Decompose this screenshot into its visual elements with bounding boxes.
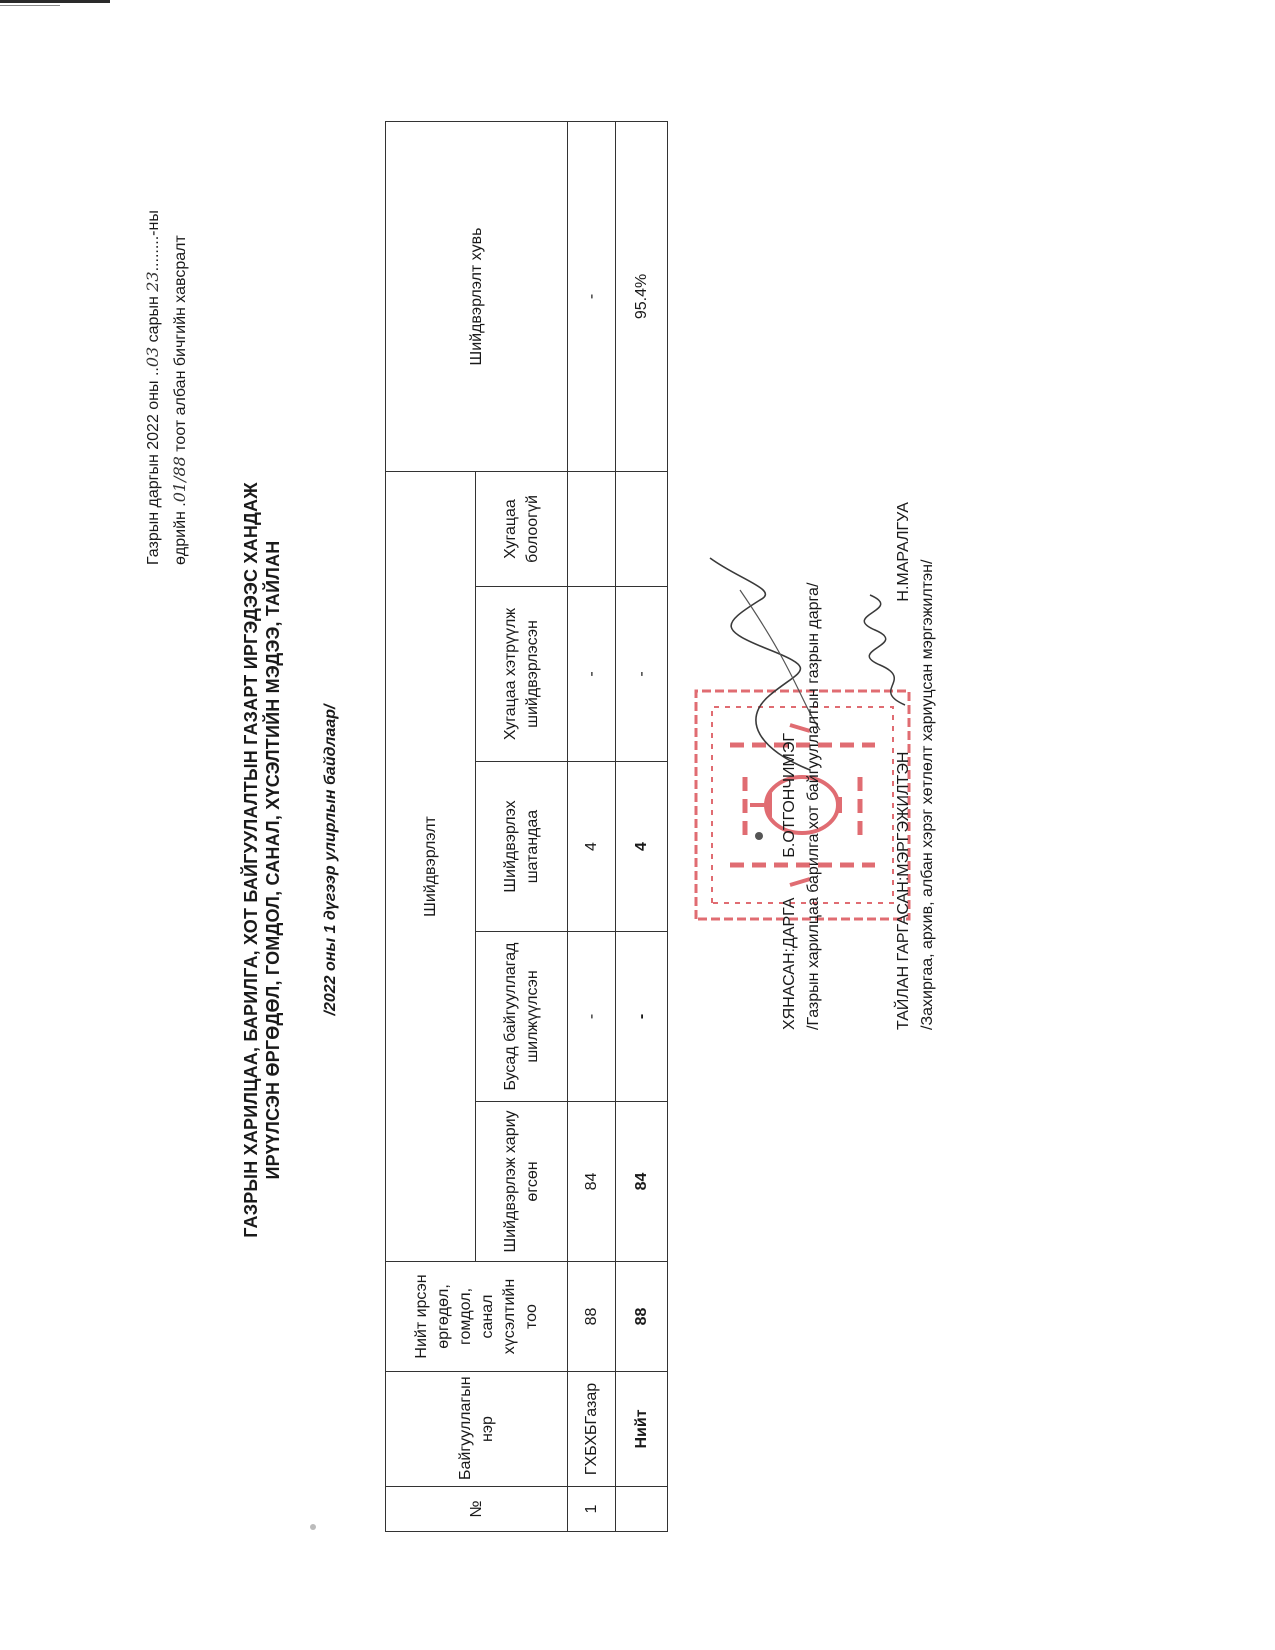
col-header-total: Нийт ирсэн өргөдөл, гомдол, санал хүсэлтийн тоо <box>386 1262 568 1372</box>
cell-rate: 95.4% <box>616 121 668 471</box>
report-period: /2022 оны 1 дүгээр улирлын байдлаар/ <box>322 704 339 1016</box>
table-row <box>568 121 616 1531</box>
appendix-note <box>140 25 194 565</box>
cell-transferred: - <box>568 932 616 1102</box>
reviewer-name: Б.ОТГОНЧИМЭГ <box>781 732 798 858</box>
report-table <box>385 121 668 1532</box>
cell-in-progress: 4 <box>616 762 668 932</box>
signature-block <box>778 130 940 1030</box>
scan-speck <box>310 1524 316 1530</box>
document-title-line1: ГАЗРЫН ХАРИЛЦАА, БАРИЛГА, ХОТ БАЙГУУЛАЛТЫН ГАЗАРТ ИРГЭДЭЭС ХАНДАЖ <box>241 482 261 1238</box>
cell-extended: - <box>616 587 668 762</box>
table-header-row <box>386 121 476 1531</box>
handwritten-day: 23 <box>143 271 162 292</box>
reviewer-line <box>778 130 802 1030</box>
col-header-not-due: Хугацаа болоогүй <box>476 471 568 586</box>
cell-total: 88 <box>568 1262 616 1372</box>
preparer-label: ТАЙЛАН ГАРГАСАН:МЭРГЭЖИЛТЭН <box>895 751 912 1030</box>
reviewer-title: /Газрын харилцаа барилга хот байгууллалтын газрын дарга/ <box>805 582 822 1030</box>
cell-answered: 84 <box>568 1102 616 1262</box>
cell-transferred: - <box>616 932 668 1102</box>
reviewer-label: ХЯНАСАН:ДАРГА <box>781 897 798 1030</box>
document-title <box>240 260 284 1460</box>
col-header-resolution: Шийдвэрлэлт <box>386 471 476 1261</box>
cell-in-progress: 4 <box>568 762 616 932</box>
cell-not-due <box>616 471 668 586</box>
handwritten-letter-number: 01/88 <box>170 456 189 503</box>
cell-no: 1 <box>568 1487 616 1532</box>
cell-extended: - <box>568 587 616 762</box>
scan-speck <box>755 832 763 840</box>
col-header-answered: Шийдвэрлэж хариу өгсөн <box>476 1102 568 1262</box>
table-total-row <box>616 121 668 1531</box>
preparer-title: /Захиргаа, архив, албан хэрэг хөтлөлт хариуцсан мэргэжилтэн/ <box>919 559 936 1030</box>
cell-org: Нийт <box>616 1372 668 1487</box>
col-header-no: № <box>386 1487 568 1532</box>
col-header-rate: Шийдвэрлэлт хувь <box>386 121 568 471</box>
cell-no <box>616 1487 668 1532</box>
cell-rate: - <box>568 121 616 471</box>
preparer-name: Н.МАРАЛГУА <box>895 502 912 602</box>
appendix-note-line2: өдрийн .01/88 тоот албан бичгийн хавсралт <box>170 235 189 565</box>
appendix-note-line1: Газрын даргын 2022 оны ..03 сарын 23........-ны <box>143 210 162 565</box>
cell-org: ГХБХБГазар <box>568 1372 616 1487</box>
col-header-transferred: Бусад байгууллагад шилжүүлсэн <box>476 932 568 1102</box>
col-header-extended: Хугацаа хэтрүүлж шийдвэрлэсэн <box>476 587 568 762</box>
handwritten-month: 03 <box>143 346 162 368</box>
cell-total: 88 <box>616 1262 668 1372</box>
preparer-line <box>892 130 916 1030</box>
cell-answered: 84 <box>616 1102 668 1262</box>
cell-not-due <box>568 471 616 586</box>
col-header-in-progress: Шийдвэрлэх шатандаа <box>476 762 568 932</box>
document-title-line2: ИРҮҮЛСЭН ӨРГӨДӨЛ, ГОМДОЛ, САНАЛ, ХҮСЭЛТИЙН МЭДЭЭ, ТАЙЛАН <box>263 540 283 1180</box>
col-header-org: Байгууллагын нэр <box>386 1372 568 1487</box>
